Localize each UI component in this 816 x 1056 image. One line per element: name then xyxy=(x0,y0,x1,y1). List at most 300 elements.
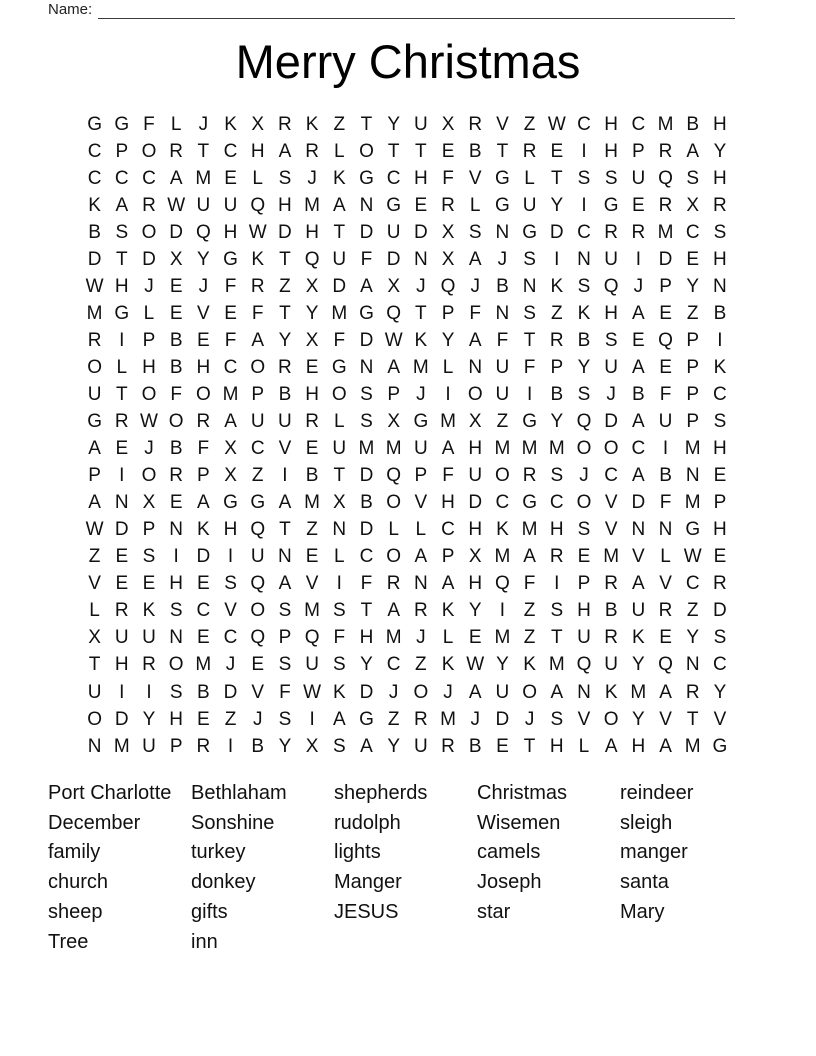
grid-cell-r8c2: G xyxy=(114,302,130,324)
grid-cell-r3c12: C xyxy=(386,167,401,189)
grid-cell-r19c13: R xyxy=(413,600,428,622)
grid-cell-r13c2: E xyxy=(115,438,129,460)
word-item: inn xyxy=(191,930,218,953)
grid-cell-r18c6: S xyxy=(224,573,237,595)
word-item: shepherds xyxy=(334,782,428,804)
grid-cell-r1c22: M xyxy=(657,113,674,135)
word-item: sheep xyxy=(48,900,103,923)
grid-cell-r22c20: K xyxy=(604,681,618,703)
grid-cell-r19c19: H xyxy=(577,600,591,622)
grid-cell-r4c19: I xyxy=(581,194,587,216)
grid-cell-r1c9: K xyxy=(305,113,319,135)
name-label: Name: xyxy=(48,1,93,18)
grid-cell-r3c6: E xyxy=(224,167,237,189)
grid-cell-r18c18: I xyxy=(554,573,560,595)
grid-cell-r11c10: O xyxy=(331,383,347,405)
grid-cell-r13c15: H xyxy=(468,438,483,460)
grid-cell-r21c1: T xyxy=(88,654,101,676)
grid-cell-r15c15: D xyxy=(468,492,483,514)
grid-cell-r1c18: W xyxy=(547,113,566,135)
grid-cell-r21c21: Y xyxy=(632,654,645,676)
grid-cell-r5c8: D xyxy=(278,221,292,243)
grid-cell-r15c9: M xyxy=(304,492,320,514)
grid-cell-r14c16: O xyxy=(495,465,510,487)
grid-cell-r15c21: D xyxy=(631,492,646,514)
grid-cell-r6c7: K xyxy=(251,248,265,270)
word-item: lights xyxy=(334,841,381,864)
grid-cell-r21c18: M xyxy=(548,654,565,676)
grid-cell-r9c19: B xyxy=(577,329,591,351)
grid-cell-r3c16: G xyxy=(495,167,510,189)
grid-cell-r9c11: D xyxy=(359,329,374,351)
grid-cell-r10c5: H xyxy=(196,356,211,378)
grid-cell-r3c10: K xyxy=(332,167,346,189)
grid-cell-r22c17: O xyxy=(522,681,537,703)
grid-cell-r22c13: O xyxy=(413,681,429,703)
grid-cell-r24c22: A xyxy=(659,735,672,757)
grid-cell-r11c5: O xyxy=(195,383,211,405)
grid-cell-r10c17: F xyxy=(523,356,536,378)
grid-cell-r23c12: Z xyxy=(387,708,400,730)
grid-cell-r17c11: C xyxy=(359,546,374,568)
grid-cell-r23c21: Y xyxy=(632,708,645,730)
grid-cell-r10c16: U xyxy=(495,356,510,378)
grid-cell-r10c6: C xyxy=(223,356,238,378)
grid-cell-r9c18: R xyxy=(549,329,564,351)
grid-cell-r21c19: Q xyxy=(576,654,592,676)
grid-cell-r19c4: S xyxy=(169,600,183,622)
grid-cell-r5c20: R xyxy=(604,221,619,243)
grid-cell-r10c24: K xyxy=(713,356,727,378)
grid-cell-r9c16: F xyxy=(496,329,509,351)
grid-cell-r16c20: V xyxy=(604,519,618,541)
grid-cell-r3c18: T xyxy=(550,167,563,189)
grid-cell-r20c11: H xyxy=(359,627,374,649)
grid-cell-r20c2: U xyxy=(114,627,129,649)
grid-cell-r3c15: V xyxy=(468,167,482,189)
grid-cell-r5c6: H xyxy=(223,221,238,243)
grid-cell-r20c4: N xyxy=(169,627,184,649)
name-blank-line xyxy=(98,1,735,19)
grid-cell-r5c3: O xyxy=(141,221,157,243)
grid-cell-r2c15: B xyxy=(468,140,482,162)
grid-cell-r1c20: H xyxy=(604,113,619,135)
grid-cell-r23c19: V xyxy=(577,708,591,730)
grid-cell-r7c24: N xyxy=(713,275,727,297)
grid-cell-r6c12: D xyxy=(386,248,401,270)
grid-cell-r17c20: M xyxy=(603,546,620,568)
grid-cell-r10c10: G xyxy=(331,356,347,378)
grid-cell-r13c4: B xyxy=(169,438,183,460)
grid-cell-r22c23: R xyxy=(685,681,700,703)
grid-cell-r1c13: U xyxy=(413,113,428,135)
grid-cell-r1c14: X xyxy=(441,113,455,135)
grid-cell-r5c1: B xyxy=(88,221,101,243)
grid-cell-r6c8: T xyxy=(279,248,291,270)
grid-cell-r14c18: S xyxy=(550,465,564,487)
grid-cell-r8c6: E xyxy=(224,302,237,324)
grid-cell-r13c23: M xyxy=(684,438,701,460)
grid-cell-r10c23: P xyxy=(686,356,700,378)
grid-cell-r19c17: Z xyxy=(523,600,536,622)
grid-cell-r8c13: T xyxy=(415,302,427,324)
grid-cell-r19c14: K xyxy=(441,600,455,622)
word-item: Sonshine xyxy=(191,811,275,834)
word-item: Tree xyxy=(48,930,89,953)
grid-cell-r15c5: A xyxy=(197,492,210,514)
grid-cell-r6c24: H xyxy=(713,248,727,270)
grid-cell-r18c22: V xyxy=(659,573,672,595)
grid-cell-r16c14: C xyxy=(441,519,455,541)
grid-cell-r3c5: M xyxy=(195,167,212,189)
word-item: gifts xyxy=(191,900,228,923)
grid-cell-r19c22: R xyxy=(658,600,673,622)
grid-cell-r6c15: A xyxy=(468,248,482,270)
grid-cell-r12c4: O xyxy=(168,411,184,433)
word-list-column-3 xyxy=(334,779,477,957)
grid-cell-r17c21: V xyxy=(632,546,645,568)
grid-cell-r17c24: E xyxy=(713,546,727,568)
grid-cell-r23c3: Y xyxy=(142,708,156,730)
grid-cell-r14c20: C xyxy=(604,465,619,487)
grid-cell-r1c8: R xyxy=(278,113,292,135)
grid-cell-r5c16: N xyxy=(495,221,510,243)
grid-cell-r15c22: F xyxy=(659,492,672,514)
grid-cell-r2c11: O xyxy=(359,140,374,162)
grid-cell-r10c20: U xyxy=(604,356,619,378)
grid-cell-r17c5: D xyxy=(196,546,211,568)
word-list-column-2 xyxy=(191,779,334,957)
grid-cell-r20c5: E xyxy=(197,627,210,649)
grid-cell-r16c10: N xyxy=(332,519,347,541)
grid-cell-r19c15: Y xyxy=(468,600,482,622)
grid-cell-r24c5: R xyxy=(196,735,211,757)
grid-cell-r19c6: V xyxy=(224,600,237,622)
grid-cell-r14c11: D xyxy=(359,465,374,487)
grid-cell-r7c15: J xyxy=(470,275,480,297)
word-item: Wisemen xyxy=(477,811,561,834)
grid-cell-r13c14: A xyxy=(441,438,455,460)
grid-cell-r16c15: H xyxy=(468,519,483,541)
grid-cell-r12c21: A xyxy=(632,411,645,433)
grid-cell-r6c3: D xyxy=(142,248,156,270)
grid-cell-r7c14: Q xyxy=(440,275,456,297)
grid-cell-r4c10: A xyxy=(332,194,346,216)
grid-cell-r6c14: X xyxy=(441,248,455,270)
grid-cell-r24c20: A xyxy=(604,735,618,757)
grid-cell-r10c11: N xyxy=(359,356,374,378)
grid-cell-r2c9: R xyxy=(305,140,319,162)
grid-cell-r2c17: R xyxy=(522,140,537,162)
grid-cell-r1c2: G xyxy=(114,113,130,135)
grid-cell-r22c2: I xyxy=(119,681,125,703)
grid-cell-r8c21: A xyxy=(632,302,645,324)
grid-cell-r17c23: W xyxy=(683,546,702,568)
grid-cell-r4c23: X xyxy=(686,194,700,216)
grid-cell-r21c5: M xyxy=(195,654,212,676)
grid-cell-r24c14: R xyxy=(441,735,455,757)
grid-cell-r23c20: O xyxy=(603,708,619,730)
grid-cell-r19c2: R xyxy=(114,600,129,622)
grid-cell-r18c11: F xyxy=(360,573,373,595)
grid-cell-r16c1: W xyxy=(85,519,104,541)
grid-cell-r15c3: X xyxy=(142,492,156,514)
grid-cell-r9c3: P xyxy=(142,329,156,351)
grid-cell-r16c7: Q xyxy=(250,519,266,541)
word-list-column-5 xyxy=(620,779,763,957)
grid-cell-r8c24: B xyxy=(713,302,727,324)
grid-cell-r4c11: N xyxy=(359,194,374,216)
grid-cell-r7c13: J xyxy=(416,275,426,297)
grid-cell-r3c13: H xyxy=(413,167,428,189)
grid-cell-r9c10: F xyxy=(333,329,346,351)
grid-cell-r11c6: M xyxy=(222,383,239,405)
grid-cell-r12c18: Y xyxy=(550,411,564,433)
grid-cell-r3c4: A xyxy=(169,167,183,189)
word-list-column-4 xyxy=(477,779,620,957)
grid-cell-r11c23: P xyxy=(686,383,700,405)
grid-cell-r4c22: R xyxy=(658,194,673,216)
grid-cell-r11c24: C xyxy=(713,383,727,405)
grid-cell-r4c6: U xyxy=(223,194,238,216)
grid-cell-r18c14: A xyxy=(441,573,455,595)
grid-cell-r6c20: U xyxy=(604,248,619,270)
grid-cell-r16c11: D xyxy=(359,519,374,541)
word-item: reindeer xyxy=(620,782,694,804)
grid-cell-r10c13: M xyxy=(412,356,429,378)
grid-cell-r3c2: C xyxy=(114,167,129,189)
grid-cell-r9c1: R xyxy=(87,329,102,351)
grid-cell-r8c19: K xyxy=(577,302,591,324)
grid-cell-r18c15: H xyxy=(468,573,483,595)
grid-cell-r12c16: Z xyxy=(496,411,509,433)
grid-cell-r8c22: E xyxy=(659,302,672,324)
grid-cell-r9c14: Y xyxy=(441,329,455,351)
grid-cell-r18c5: E xyxy=(197,573,210,595)
grid-cell-r20c8: P xyxy=(278,627,292,649)
grid-cell-r5c12: U xyxy=(386,221,401,243)
word-item: santa xyxy=(620,871,669,894)
grid-cell-r5c19: C xyxy=(577,221,591,243)
grid-cell-r17c18: R xyxy=(549,546,564,568)
grid-cell-r20c13: J xyxy=(416,627,426,649)
grid-cell-r23c4: H xyxy=(169,708,184,730)
grid-cell-r7c8: Z xyxy=(279,275,291,297)
grid-cell-r15c20: V xyxy=(604,492,618,514)
grid-cell-r23c23: T xyxy=(686,708,699,730)
grid-cell-r6c17: S xyxy=(523,248,536,270)
grid-cell-r22c3: I xyxy=(146,681,152,703)
grid-cell-r9c13: K xyxy=(414,329,428,351)
grid-cell-r4c5: U xyxy=(196,194,211,216)
grid-cell-r22c21: M xyxy=(630,681,647,703)
grid-cell-r23c6: Z xyxy=(224,708,237,730)
grid-cell-r11c9: H xyxy=(305,383,319,405)
word-item: Christmas xyxy=(477,782,568,804)
grid-cell-r11c7: P xyxy=(251,383,265,405)
grid-cell-r6c5: Y xyxy=(197,248,210,270)
grid-cell-r1c24: H xyxy=(713,113,727,135)
grid-cell-r6c1: D xyxy=(87,248,102,270)
grid-cell-r15c17: G xyxy=(522,492,537,514)
grid-cell-r12c8: U xyxy=(278,411,292,433)
grid-cell-r23c1: O xyxy=(87,708,102,730)
grid-cell-r12c20: D xyxy=(604,411,619,433)
grid-cell-r24c23: M xyxy=(684,735,701,757)
grid-cell-r24c18: H xyxy=(549,735,564,757)
grid-cell-r24c24: G xyxy=(712,735,728,757)
grid-cell-r5c7: W xyxy=(248,221,267,243)
grid-cell-r8c12: Q xyxy=(386,302,402,324)
grid-cell-r24c1: N xyxy=(87,735,102,757)
grid-cell-r17c12: O xyxy=(386,546,402,568)
grid-cell-r7c3: J xyxy=(144,275,154,297)
grid-cell-r13c5: F xyxy=(197,438,210,460)
grid-cell-r5c15: S xyxy=(468,221,482,243)
grid-cell-r6c18: I xyxy=(554,248,560,270)
grid-cell-r13c10: U xyxy=(332,438,347,460)
grid-cell-r21c3: R xyxy=(142,654,156,676)
grid-cell-r11c1: U xyxy=(87,383,102,405)
page-title: Merry Christmas xyxy=(235,35,581,88)
word-item: turkey xyxy=(191,841,246,864)
grid-cell-r5c21: R xyxy=(631,221,646,243)
grid-cell-r6c6: G xyxy=(223,248,238,270)
grid-cell-r22c4: S xyxy=(169,681,183,703)
grid-cell-r16c2: D xyxy=(114,519,129,541)
grid-cell-r23c2: D xyxy=(114,708,129,730)
grid-cell-r9c7: A xyxy=(251,329,265,351)
grid-cell-r22c6: D xyxy=(223,681,238,703)
grid-cell-r20c21: K xyxy=(632,627,645,649)
grid-cell-r12c14: M xyxy=(440,411,456,433)
grid-cell-r2c20: H xyxy=(604,140,619,162)
grid-cell-r17c4: I xyxy=(173,546,179,568)
grid-cell-r19c11: T xyxy=(360,600,373,622)
grid-cell-r7c22: P xyxy=(659,275,672,297)
grid-cell-r7c11: A xyxy=(360,275,373,297)
grid-cell-r22c14: J xyxy=(443,681,453,703)
grid-cell-r5c17: G xyxy=(522,221,537,243)
grid-cell-r7c2: H xyxy=(114,275,129,297)
grid-cell-r21c17: K xyxy=(523,654,536,676)
grid-cell-r7c1: W xyxy=(85,275,104,297)
grid-cell-r24c19: L xyxy=(578,735,590,757)
grid-cell-r20c3: U xyxy=(142,627,156,649)
grid-cell-r4c8: H xyxy=(278,194,292,216)
grid-cell-r20c9: Q xyxy=(304,627,320,649)
grid-cell-r23c5: E xyxy=(197,708,210,730)
grid-cell-r5c13: D xyxy=(413,221,428,243)
grid-cell-r13c20: O xyxy=(603,438,619,460)
grid-cell-r15c10: X xyxy=(332,492,346,514)
grid-cell-r15c13: V xyxy=(414,492,428,514)
grid-cell-r1c19: C xyxy=(577,113,591,135)
grid-cell-r18c12: R xyxy=(386,573,401,595)
grid-cell-r12c10: L xyxy=(333,411,345,433)
grid-cell-r17c7: U xyxy=(250,546,265,568)
grid-cell-r5c9: H xyxy=(305,221,319,243)
grid-cell-r8c17: S xyxy=(523,302,536,324)
grid-cell-r24c16: E xyxy=(496,735,509,757)
grid-cell-r6c13: N xyxy=(413,248,428,270)
grid-cell-r23c14: M xyxy=(440,708,456,730)
grid-cell-r7c20: Q xyxy=(603,275,619,297)
grid-cell-r14c22: B xyxy=(659,465,672,487)
grid-cell-r19c16: I xyxy=(499,600,506,622)
grid-cell-r20c10: F xyxy=(333,627,346,649)
grid-cell-r10c14: L xyxy=(442,356,454,378)
grid-cell-r20c16: M xyxy=(494,627,511,649)
grid-cell-r19c8: S xyxy=(278,600,292,622)
grid-cell-r18c1: V xyxy=(88,573,101,595)
grid-cell-r22c5: B xyxy=(197,681,210,703)
grid-cell-r8c11: G xyxy=(359,302,374,324)
grid-cell-r7c9: X xyxy=(305,275,319,297)
grid-cell-r5c5: Q xyxy=(195,221,211,243)
grid-cell-r18c7: Q xyxy=(250,573,266,595)
grid-cell-r12c24: S xyxy=(713,411,727,433)
grid-cell-r13c24: H xyxy=(713,438,727,460)
grid-cell-r5c14: X xyxy=(441,221,455,243)
grid-cell-r12c9: R xyxy=(305,411,319,433)
grid-cell-r12c11: S xyxy=(360,411,373,433)
grid-cell-r12c6: A xyxy=(224,411,237,433)
grid-cell-r18c23: C xyxy=(685,573,700,595)
grid-cell-r5c22: M xyxy=(657,221,674,243)
word-item: manger xyxy=(620,841,688,864)
grid-cell-r16c18: H xyxy=(549,519,564,541)
grid-cell-r17c14: P xyxy=(441,546,455,568)
grid-cell-r18c16: Q xyxy=(495,573,510,595)
grid-cell-r2c13: T xyxy=(415,140,427,162)
grid-cell-r14c12: Q xyxy=(386,465,402,487)
grid-cell-r1c12: Y xyxy=(387,113,400,135)
grid-cell-r8c14: P xyxy=(441,302,455,324)
grid-cell-r11c3: O xyxy=(141,383,157,405)
grid-cell-r17c22: L xyxy=(660,546,671,568)
grid-cell-r2c22: R xyxy=(658,140,673,162)
grid-cell-r8c7: F xyxy=(251,302,264,324)
grid-cell-r1c11: T xyxy=(360,113,373,135)
word-item: December xyxy=(48,811,141,834)
grid-cell-r12c23: P xyxy=(686,411,700,433)
grid-cell-r16c8: T xyxy=(279,519,291,541)
grid-cell-r18c21: A xyxy=(632,573,645,595)
grid-cell-r9c15: A xyxy=(468,329,482,351)
grid-cell-r19c24: D xyxy=(713,600,727,622)
grid-cell-r11c4: F xyxy=(170,383,182,405)
word-list-column-1 xyxy=(48,779,191,957)
grid-cell-r14c17: R xyxy=(522,465,537,487)
grid-cell-r14c21: A xyxy=(632,465,645,487)
grid-cell-r23c16: D xyxy=(495,708,510,730)
grid-cell-r13c16: M xyxy=(494,438,511,460)
grid-cell-r15c16: C xyxy=(495,492,510,514)
grid-cell-r24c13: U xyxy=(413,735,428,757)
grid-cell-r14c10: T xyxy=(333,465,346,487)
grid-cell-r2c2: P xyxy=(115,140,129,162)
grid-cell-r22c1: U xyxy=(87,681,102,703)
grid-cell-r15c18: C xyxy=(549,492,564,514)
grid-cell-r4c18: Y xyxy=(550,194,564,216)
grid-cell-r20c12: M xyxy=(385,627,402,649)
grid-cell-r11c21: B xyxy=(632,383,645,405)
grid-cell-r16c24: H xyxy=(713,519,727,541)
grid-cell-r16c6: H xyxy=(223,519,238,541)
grid-cell-r22c22: A xyxy=(659,681,672,703)
grid-cell-r16c16: K xyxy=(496,519,509,541)
